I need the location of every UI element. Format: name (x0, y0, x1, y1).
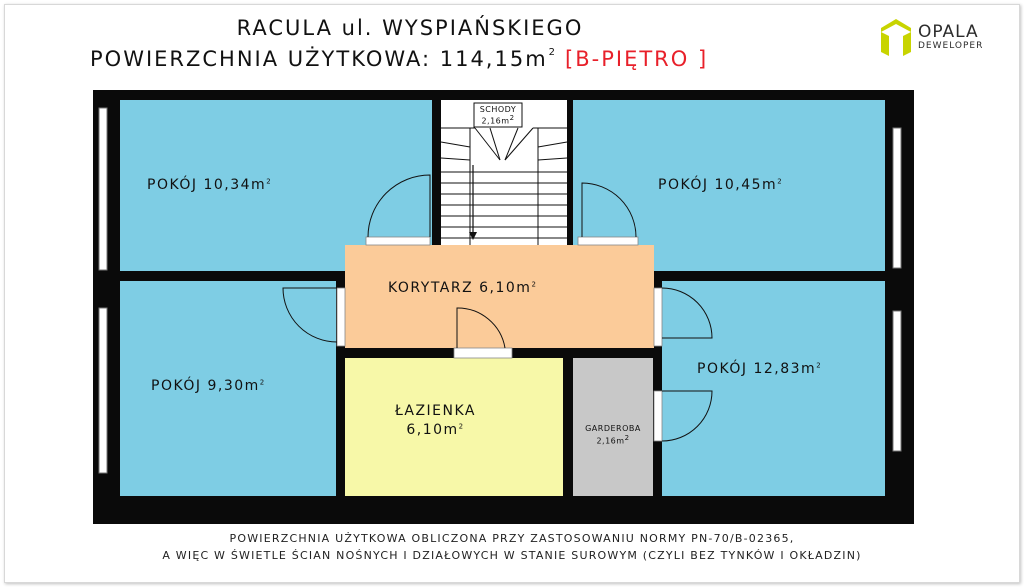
footer-note-line1: POWIERZCHNIA UŻYTKOWA OBLICZONA PRZY ZASTOSOWANIU NORMY PN-70/B-02365, (229, 532, 795, 545)
label-garderoba: GARDEROBA $2,16m^2$ (585, 424, 641, 446)
label-pokoj-sw: POKÓJ $9,30m^2$ (151, 378, 266, 394)
usable-area-sup: 2 (548, 47, 558, 58)
logo-sub: DEWELOPER (918, 41, 984, 51)
plan-title: RACULA ul. WYSPIAŃSKIEGO (236, 16, 584, 40)
footer-note-line2: A WIĘC W ŚWIETLE ŚCIAN NOŚNYCH I DZIAŁOWYCH W STANIE SUROWYM (CZYLI BEZ TYNKÓW I OKŁADZIN) (162, 549, 862, 562)
label-pokoj-se: POKÓJ $12,83m^2$ (697, 361, 823, 377)
logo-name: OPALA (918, 22, 979, 42)
label-pokoj-nw: POKÓJ $10,34m^2$ (147, 177, 273, 193)
label-korytarz: KORYTARZ $6,10m^2$ (388, 280, 538, 296)
room-pokoj-se (662, 281, 885, 496)
label-pokoj-ne: POKÓJ $10,45m^2$ (658, 177, 784, 193)
usable-area-text: POWIERZCHNIA UŻYTKOWA: 114,15m (90, 47, 548, 71)
label-schody: SCHODY $2,16m^2$ (479, 105, 517, 126)
label-lazienka: ŁAZIENKA $6,10m^2$ (395, 403, 476, 438)
floor-tag: [B-PIĘTRO ] (565, 47, 709, 71)
